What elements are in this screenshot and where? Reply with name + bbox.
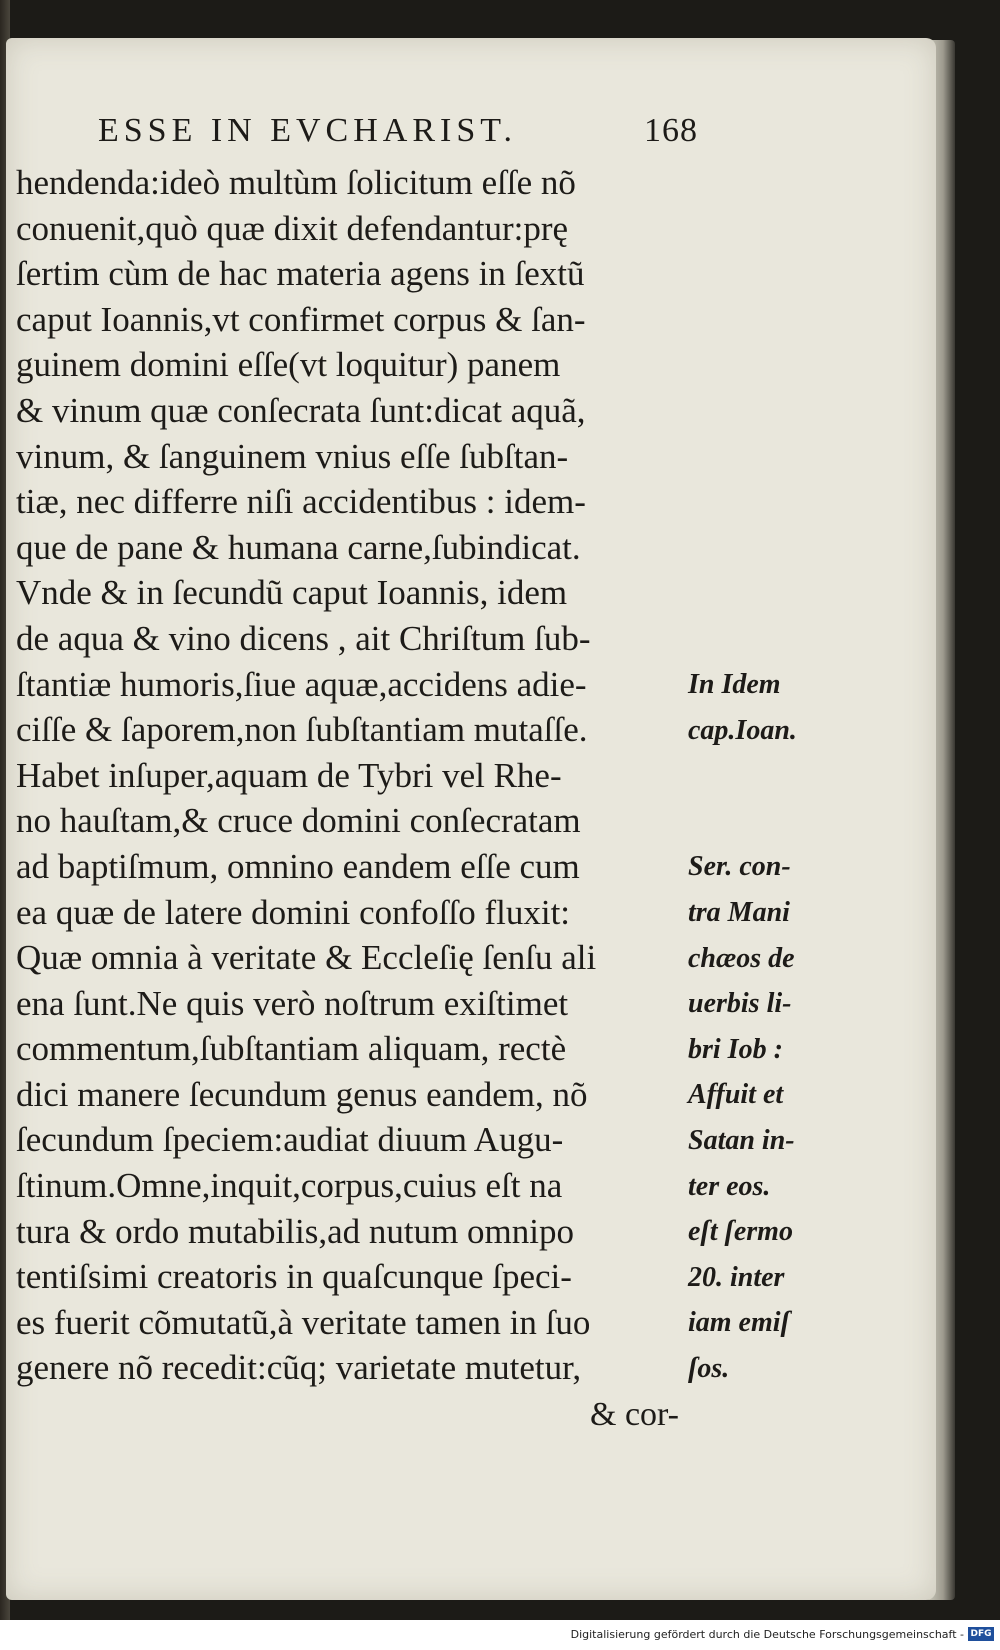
catchword: & cor- — [590, 1396, 680, 1433]
text-line: Habet inſuper,aquam de Tybri vel Rhe- — [16, 755, 562, 795]
text-line: commentum,ſubſtantiam aliquam, rectè — [16, 1029, 567, 1069]
marginal-note: tra Mani — [688, 896, 790, 928]
marginal-notes — [688, 662, 828, 1392]
text-line: ſertim cùm de hac materia agens in ſextũ — [16, 254, 585, 294]
text-line: vinum, & ſanguinem vnius eſſe ſubſtan- — [16, 436, 569, 476]
text-line: de aqua & vino dicens , ait Chriſtum ſub- — [16, 618, 591, 658]
marginal-note: cap.Ioan. — [688, 714, 797, 746]
text-line: tura & ordo mutabilis,ad nutum omnipo — [16, 1211, 575, 1251]
marginal-note: bri Iob : — [688, 1033, 783, 1065]
dfg-logo: DFG — [968, 1627, 994, 1641]
text-line: caput Ioannis,vt confirmet corpus & ſan- — [16, 299, 586, 339]
marginal-note: eſt ſermo — [688, 1216, 793, 1248]
text-line: dici manere ſecundum genus eandem, nõ — [16, 1074, 588, 1114]
text-line: ea quæ de latere domini confoſſo fluxit: — [16, 892, 571, 932]
text-line: tiæ, nec differre niſi accidentibus : idem- — [16, 482, 586, 522]
text-line: no hauſtam,& cruce domini conſecratam — [16, 801, 581, 841]
marginal-note: Satan in- — [688, 1124, 795, 1156]
text-line: ad baptiſmum, omnino eandem eſſe cum — [16, 846, 580, 886]
marginal-note: Affuit et — [688, 1079, 784, 1111]
text-line: ſtantiæ humoris,ſiue aquæ,accidens adie- — [16, 664, 587, 704]
body-text — [16, 160, 706, 1391]
footer-credit: Digitalisierung gefördert durch die Deutsche Forschungsgemeinschaft - — [570, 1628, 964, 1641]
text-line: conuenit,quò quæ dixit defendantur:prę — [16, 208, 569, 248]
text-line: ſecundum ſpeciem:audiat diuum Augu- — [16, 1120, 564, 1160]
folio-number: 168 — [644, 112, 698, 149]
marginal-note: chæos de — [688, 942, 795, 974]
text-line: genere nõ recedit:cũq; varietate mutetur, — [16, 1348, 582, 1388]
text-line: Quæ omnia à veritate & Eccleſię ſenſu ali — [16, 938, 597, 978]
running-head — [98, 112, 698, 150]
marginal-note: In Idem — [688, 669, 781, 700]
text-line: ena ſunt.Ne quis verò noſtrum exiſtimet — [16, 983, 569, 1023]
text-line: que de pane & humana carne,ſubindicat. — [16, 527, 581, 567]
marginal-note — [688, 799, 828, 845]
text-line: ciſſe & ſaporem,non ſubſtantiam mutaſſe. — [16, 710, 588, 750]
marginal-note: ſos. — [688, 1352, 730, 1384]
text-line: es fuerit cõmutatũ,à veritate tamen in ſuo — [16, 1302, 591, 1342]
running-head-title: ESSE IN EVCHARIST. — [98, 112, 517, 149]
text-line: Vnde & in ſecundũ caput Ioannis, idem — [16, 573, 568, 613]
marginal-note: 20. inter — [688, 1261, 785, 1293]
text-line: ſtinum.Omne,inquit,corpus,cuius eſt na — [16, 1166, 563, 1206]
marginal-note: ter eos. — [688, 1170, 771, 1202]
marginal-note: iam emiſ — [688, 1307, 790, 1339]
marginal-note: uerbis li- — [688, 988, 792, 1020]
text-line: guinem domini eſſe(vt loquitur) panem — [16, 345, 561, 385]
marginal-note: Ser. con- — [688, 851, 791, 883]
text-line: tentiſsimi creatoris in quaſcunque ſpeci- — [16, 1257, 572, 1297]
text-line: & vinum quæ conſecrata ſunt:dicat aquã, — [16, 390, 586, 430]
text-line: hendenda:ideò multùm ſolicitum eſſe nõ — [16, 163, 576, 202]
marginal-note — [688, 753, 828, 799]
